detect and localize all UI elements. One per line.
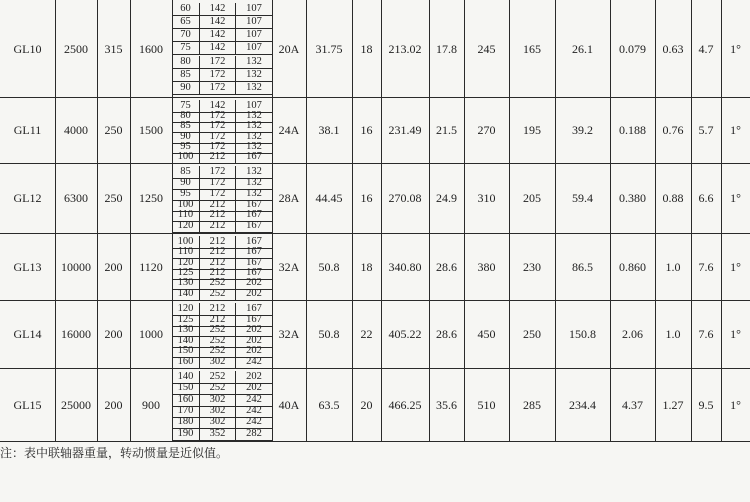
bore-length-l: 212	[200, 151, 236, 163]
pitch-cell: 50.8	[318, 327, 340, 341]
bore-length-l1: 132	[246, 166, 262, 177]
teeth-cell: 16	[360, 123, 373, 137]
bore-length-l: 142	[200, 3, 236, 15]
bore-length-l: 142	[200, 29, 236, 41]
angle-cell: 1°	[730, 259, 741, 274]
dimension-e-cell: 35.6	[436, 397, 457, 412]
bore-length-l1: 167	[246, 303, 262, 314]
bore-length-l1: 132	[246, 110, 262, 122]
inertia-cell: 0.188	[619, 123, 646, 137]
column-divider	[97, 0, 98, 441]
bore-size-row	[172, 3, 272, 16]
bore-size-row	[172, 288, 272, 301]
torque-cell: 16000	[61, 327, 91, 341]
dimension-g-cell: 250	[523, 327, 541, 341]
bore-length-l1: 107	[246, 3, 262, 14]
row-divider	[0, 163, 750, 164]
compensation-radial-cell: 0.76	[662, 123, 684, 137]
dimension-g-cell: 205	[523, 191, 541, 205]
pitch-cell: 63.5	[318, 397, 340, 412]
bore-length-l1: 132	[246, 68, 262, 80]
bore-length-l: 172	[200, 56, 236, 68]
bore-diameter: 85	[172, 69, 200, 81]
bore-length-l1: 202	[246, 345, 262, 356]
speed-cell: 315	[104, 41, 123, 56]
compensation-axial-cell: 5.7	[698, 123, 714, 137]
weight-cell: 150.8	[569, 327, 596, 341]
bore-diameter: 80	[172, 110, 200, 122]
bore-diameter: 125	[172, 314, 200, 326]
bore-length-l1: 107	[246, 100, 262, 111]
bore-length-l1: 202	[246, 277, 262, 289]
bore-length-l1: 132	[246, 140, 262, 152]
torque-cell: 2500	[64, 41, 88, 56]
bore-length-l1: 242	[246, 416, 262, 428]
bore-length-l: 172	[200, 120, 236, 132]
bore-diameter: 120	[172, 257, 200, 269]
bore-diameter: 180	[172, 416, 200, 428]
inertia-cell: 4.37	[622, 397, 643, 412]
dimension-g-cell: 285	[523, 397, 541, 412]
bore-diameter: 110	[172, 246, 200, 258]
bore-length-l: 172	[200, 188, 236, 200]
bore-length-l1: 202	[246, 334, 262, 346]
compensation-radial-cell: 0.63	[662, 41, 684, 56]
chain-type-cell: 40A	[278, 397, 300, 412]
teeth-cell: 16	[360, 191, 373, 205]
bore-diameter: 150	[172, 382, 200, 394]
length-cell: 1500	[139, 123, 163, 137]
inertia-cell: 0.079	[619, 41, 646, 56]
bore-diameter: 85	[172, 166, 200, 178]
row-divider	[0, 233, 750, 234]
speed-cell: 200	[104, 397, 123, 412]
bore-size-row	[172, 220, 272, 233]
weight-cell: 39.2	[572, 123, 593, 137]
compensation-axial-cell: 4.7	[698, 41, 714, 56]
bore-length-l1: 132	[246, 120, 262, 132]
bore-diameter: 75	[172, 42, 200, 54]
dimension-f-cell: 310	[477, 191, 496, 205]
torque-cell: 4000	[64, 123, 88, 137]
bore-diameter: 60	[172, 3, 200, 15]
bore-length-l: 252	[200, 345, 236, 357]
column-divider	[306, 0, 307, 441]
bore-diameter: 150	[172, 345, 200, 357]
length-cell: 1250	[139, 191, 163, 205]
bore-length-l1: 167	[246, 267, 262, 278]
bore-diameter: 65	[172, 16, 200, 28]
bore-length-l1: 202	[246, 382, 262, 394]
bore-diameter: 140	[172, 371, 200, 383]
table-footnote: 注：表中联轴器重量，转动惯量是近似值。	[0, 446, 229, 460]
column-divider	[381, 0, 382, 441]
bore-length-l: 212	[200, 209, 236, 221]
bore-diameter: 160	[172, 356, 200, 368]
dimension-e-cell: 28.6	[436, 259, 457, 274]
bore-length-l: 172	[200, 82, 236, 94]
dimension-f-cell: 245	[477, 41, 496, 56]
pitch-cell: 31.75	[315, 41, 343, 56]
bore-length-l: 212	[200, 246, 236, 258]
compensation-axial-cell: 7.6	[698, 327, 714, 341]
length-cell: 1600	[139, 41, 163, 56]
bore-diameter: 90	[172, 82, 200, 94]
column-divider	[429, 0, 430, 441]
bore-length-l: 352	[200, 428, 236, 440]
model-cell: GL14	[13, 327, 42, 341]
compensation-axial-cell: 6.6	[698, 191, 714, 205]
model-cell: GL11	[13, 123, 42, 137]
row-divider	[0, 441, 750, 442]
bore-size-row	[172, 82, 272, 95]
bore-diameter: 130	[172, 324, 200, 336]
teeth-cell: 18	[360, 259, 373, 274]
weight-cell: 26.1	[572, 41, 593, 56]
bore-length-l1: 202	[246, 324, 262, 335]
bore-length-l1: 107	[246, 16, 262, 28]
bore-length-l1: 132	[246, 55, 262, 67]
bore-diameter: 70	[172, 29, 200, 41]
bore-size-row	[172, 428, 272, 441]
pitch-cell: 38.1	[318, 123, 340, 137]
bore-diameter: 100	[172, 151, 200, 163]
bore-diameter: 130	[172, 277, 200, 289]
bore-size-row	[172, 42, 272, 55]
column-divider	[555, 0, 556, 441]
dimension-e-cell: 17.8	[436, 41, 457, 56]
length-cell: 1000	[139, 327, 163, 341]
bore-diameter: 140	[172, 335, 200, 347]
inertia-cell: 0.860	[619, 259, 646, 274]
model-cell: GL10	[13, 41, 42, 56]
bore-size-row	[172, 356, 272, 369]
bore-diameter: 120	[172, 303, 200, 315]
bore-length-l: 212	[200, 303, 236, 315]
bore-length-l: 172	[200, 141, 236, 153]
bore-diameter: 170	[172, 405, 200, 417]
bore-length-l: 142	[200, 100, 236, 112]
length-cell: 900	[142, 397, 160, 412]
bore-length-l1: 132	[246, 187, 262, 199]
column-divider	[55, 0, 56, 441]
bore-length-l: 252	[200, 371, 236, 383]
bore-length-l1: 202	[246, 371, 262, 382]
bore-length-l: 172	[200, 69, 236, 81]
bore-length-l1: 167	[246, 246, 262, 258]
bore-length-l: 172	[200, 177, 236, 189]
dimension-f-cell: 450	[477, 327, 496, 341]
bore-length-l1: 242	[246, 393, 262, 405]
bore-length-l1: 107	[246, 42, 262, 54]
bore-length-l1: 132	[246, 81, 262, 93]
model-cell: GL13	[13, 259, 42, 274]
dimension-g-cell: 230	[523, 259, 541, 274]
row-divider	[0, 97, 750, 98]
bore-length-l: 252	[200, 382, 236, 394]
model-cell: GL12	[13, 191, 42, 205]
bore-length-l1: 132	[246, 176, 262, 188]
compensation-radial-cell: 1.0	[665, 259, 681, 274]
bore-length-l1: 167	[246, 236, 262, 247]
bore-length-l1: 167	[246, 198, 262, 210]
bore-size-row	[172, 151, 272, 164]
inertia-cell: 0.380	[619, 191, 646, 205]
bore-diameter: 85	[172, 120, 200, 132]
teeth-cell: 20	[360, 397, 373, 412]
dimension-e-cell: 24.9	[436, 191, 457, 205]
bore-size-row	[172, 56, 272, 69]
speed-cell: 250	[104, 123, 123, 137]
bore-length-l1: 132	[246, 130, 262, 142]
column-divider	[721, 0, 722, 441]
bore-diameter: 100	[172, 199, 200, 211]
torque-cell: 25000	[61, 397, 91, 412]
teeth-cell: 18	[360, 41, 373, 56]
bore-length-l1: 167	[246, 313, 262, 325]
length-cell: 1120	[139, 259, 163, 274]
bore-size-row	[172, 16, 272, 29]
pitch-diameter-cell: 466.25	[388, 397, 422, 412]
angle-cell: 1°	[730, 123, 741, 137]
bore-length-l1: 167	[246, 256, 262, 268]
bore-length-l: 302	[200, 356, 236, 368]
angle-cell: 1°	[730, 327, 741, 341]
chain-type-cell: 32A	[278, 259, 300, 274]
bore-size-row	[172, 29, 272, 42]
bore-length-l1: 282	[246, 427, 262, 439]
dimension-f-cell: 270	[477, 123, 496, 137]
angle-cell: 1°	[730, 41, 741, 56]
bore-length-l1: 202	[246, 287, 262, 299]
pitch-diameter-cell: 231.49	[388, 123, 422, 137]
column-divider	[691, 0, 692, 441]
pitch-diameter-cell: 213.02	[388, 41, 422, 56]
bore-diameter: 80	[172, 56, 200, 68]
torque-cell: 10000	[61, 259, 91, 274]
torque-cell: 6300	[64, 191, 88, 205]
bore-size-row	[172, 69, 272, 82]
bore-length-l: 252	[200, 288, 236, 300]
weight-cell: 234.4	[569, 397, 596, 412]
speed-cell: 200	[104, 259, 123, 274]
bore-length-l1: 167	[246, 150, 262, 162]
weight-cell: 86.5	[572, 259, 593, 274]
inertia-cell: 2.06	[622, 327, 643, 341]
chain-type-cell: 24A	[278, 123, 300, 137]
bore-diameter: 140	[172, 288, 200, 300]
column-divider	[655, 0, 656, 441]
bore-length-l: 302	[200, 394, 236, 406]
compensation-axial-cell: 7.6	[698, 259, 714, 274]
bore-length-l: 142	[200, 42, 236, 54]
bore-length-l1: 107	[246, 29, 262, 41]
bore-length-l: 212	[200, 257, 236, 269]
bore-length-l: 302	[200, 416, 236, 428]
compensation-radial-cell: 1.0	[665, 327, 681, 341]
pitch-cell: 44.45	[315, 191, 343, 205]
column-divider	[352, 0, 353, 441]
bore-diameter: 95	[172, 188, 200, 200]
bore-length-l: 172	[200, 110, 236, 122]
bore-length-l1: 242	[246, 355, 262, 367]
column-divider	[464, 0, 465, 441]
bore-diameter: 120	[172, 220, 200, 232]
compensation-radial-cell: 0.88	[662, 191, 684, 205]
bore-length-l: 212	[200, 236, 236, 248]
dimension-e-cell: 28.6	[436, 327, 457, 341]
pitch-diameter-cell: 405.22	[388, 327, 422, 341]
dimension-g-cell: 165	[523, 41, 541, 56]
dimension-e-cell: 21.5	[436, 123, 457, 137]
bore-length-l: 172	[200, 131, 236, 143]
bore-diameter: 75	[172, 100, 200, 112]
bore-diameter: 110	[172, 209, 200, 221]
column-divider	[272, 0, 273, 441]
column-divider	[610, 0, 611, 441]
speed-cell: 200	[104, 327, 123, 341]
angle-cell: 1°	[730, 397, 741, 412]
chain-type-cell: 20A	[278, 41, 300, 56]
compensation-axial-cell: 9.5	[698, 397, 714, 412]
bore-length-l1: 167	[246, 209, 262, 221]
bore-diameter: 90	[172, 177, 200, 189]
chain-type-cell: 32A	[278, 327, 300, 341]
bore-length-l: 212	[200, 199, 236, 211]
bore-length-l: 212	[200, 220, 236, 232]
chain-type-cell: 28A	[278, 191, 300, 205]
pitch-cell: 50.8	[318, 259, 340, 274]
bore-diameter: 125	[172, 267, 200, 279]
dimension-g-cell: 195	[523, 123, 541, 137]
bore-length-l: 252	[200, 277, 236, 289]
dimension-f-cell: 510	[477, 397, 496, 412]
bore-length-l1: 167	[246, 220, 262, 232]
row-divider	[0, 300, 750, 301]
bore-length-l: 212	[200, 314, 236, 326]
dimension-f-cell: 380	[477, 259, 496, 274]
row-divider	[0, 368, 750, 369]
bore-length-l: 212	[200, 267, 236, 279]
bore-length-l: 302	[200, 405, 236, 417]
bore-length-l: 252	[200, 324, 236, 336]
column-divider	[130, 0, 131, 441]
bore-length-l: 142	[200, 16, 236, 28]
bore-diameter: 95	[172, 141, 200, 153]
column-divider	[509, 0, 510, 441]
bore-diameter: 190	[172, 428, 200, 440]
weight-cell: 59.4	[572, 191, 593, 205]
bore-length-l1: 242	[246, 405, 262, 416]
teeth-cell: 22	[360, 327, 373, 341]
compensation-radial-cell: 1.27	[662, 397, 684, 412]
pitch-diameter-cell: 340.80	[388, 259, 422, 274]
bore-length-l: 172	[200, 166, 236, 178]
bore-diameter: 100	[172, 236, 200, 248]
speed-cell: 250	[104, 191, 123, 205]
bore-diameter: 160	[172, 394, 200, 406]
model-cell: GL15	[13, 397, 42, 412]
bore-length-l: 252	[200, 335, 236, 347]
angle-cell: 1°	[730, 191, 741, 205]
bore-diameter: 90	[172, 131, 200, 143]
pitch-diameter-cell: 270.08	[388, 191, 422, 205]
